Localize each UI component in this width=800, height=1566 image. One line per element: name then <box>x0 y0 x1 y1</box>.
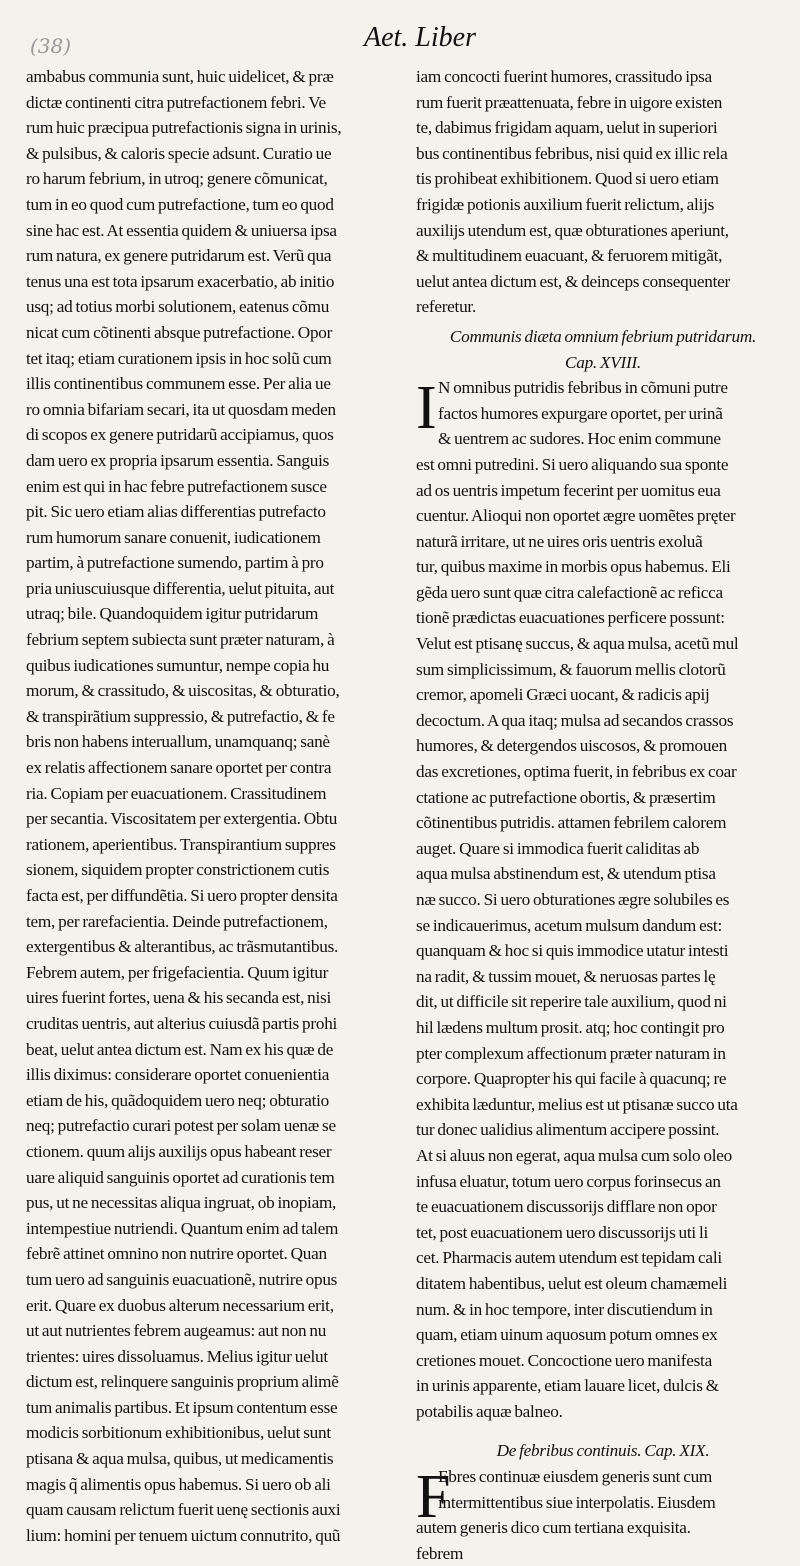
text-line: quam causam relictum fuerit uenę sectionis auxi <box>26 1500 341 1520</box>
chapter-19-heading <box>416 1438 790 1464</box>
text-line: febrẽ attinet omnino non nutrire oportet. Quan <box>26 1244 327 1264</box>
chapter-19-dropcap: F <box>416 1463 451 1532</box>
text-line: frigidæ potionis auxilium fuerit relictum, alijs <box>416 194 715 214</box>
text-line: tet, post euacuationem uero discussorijs uti li <box>416 1222 709 1242</box>
text-line: tur, quibus maxime in morbis opus habemus. Eli <box>416 557 731 577</box>
text-line: pria uniuscuiusque differentia, uelut pituita, aut <box>26 578 335 598</box>
text-line: cuentur. Alioqui non oportet ægre uomẽtes pręter <box>416 506 736 526</box>
chapter-18-title: Communis diæta omnium febrium putridarum. <box>449 326 757 346</box>
text-line: na radit, & tussim mouet, & neruosas partes lę <box>416 966 716 986</box>
text-line: pter complexum affectionum præter naturam in <box>416 1043 726 1063</box>
text-line: ro omnia bifariam secari, ita ut quosdam meden <box>26 399 336 419</box>
text-line: rum huic præcipua putrefactionis signa in urinis, <box>26 118 342 138</box>
text-line: rationem, aperientibus. Transpirantium suppres <box>26 834 336 854</box>
text-line: quanquam & hoc si quis immodice utatur intesti <box>416 941 729 961</box>
text-line: nicat cum cõtinenti absque putrefactione. Opor <box>26 322 333 342</box>
text-line: uires fuerint fortes, uena & his secanda est, nisi <box>26 988 332 1008</box>
text-line: cretiones mouet. Concoctione uero manifesta <box>416 1350 712 1370</box>
text-line: tionẽ prædictas euacuationes perficere possunt: <box>416 608 725 628</box>
text-line: pus, ut ne necessitas aliqua ingruat, ob inopiam, <box>26 1193 337 1213</box>
chapter-19-number: Cap. XIX. <box>644 1441 710 1461</box>
text-line: At si aluus non egerat, aqua mulsa cum solo oleo <box>416 1145 732 1165</box>
text-line: sine hac est. At essentia quidem & uniuersa ipsa <box>26 220 337 240</box>
text-line: Velut est ptisanę succus, & aqua mulsa, acetũ mul <box>416 634 739 654</box>
text-line: decoctum. A qua itaq; mulsa ad secandos crassos <box>416 710 734 730</box>
text-line: ro harum febrium, in utroq; genere cõmunicat, <box>26 169 328 189</box>
text-line: enim est qui in hac febre putrefactionem susce <box>26 476 327 496</box>
text-line: auxilijs utendum est, quæ obturationes aperiunt, <box>416 220 729 240</box>
text-line: num. & in hoc tempore, inter discutiendum in <box>416 1299 713 1319</box>
text-line: intermittentibus siue interpolatis. Eiusdem <box>438 1492 716 1512</box>
text-line: beat, uelut antea dictum est. Nam ex his quæ de <box>26 1039 334 1059</box>
text-line: cet. Pharmacis autem utendum est tepidam cali <box>416 1248 722 1268</box>
text-line: tum animalis partibus. Et ipsum contentum esse <box>26 1397 338 1417</box>
text-line: ctionem. quum alijs auxilijs opus habeant reser <box>26 1141 332 1161</box>
text-line: tis prohibeat exhibitionem. Quod si uero etiam <box>416 169 719 189</box>
text-line: infusa eluatur, totum uero corpus forinsecus an <box>416 1171 721 1191</box>
text-line: ut aut nutrientes febrem augeamus: aut non nu <box>26 1321 327 1341</box>
text-line: sionem, siquidem propter constrictionem cutis <box>26 860 330 880</box>
chapter-18-text <box>416 375 790 1424</box>
text-line: dit, ut difficile sit reperire tale auxilium, quod ni <box>416 992 727 1012</box>
text-line: partim, à putrefactione sumendo, partim à pro <box>26 553 324 573</box>
text-line: corpore. Quapropter his qui facile à quacunq; re <box>416 1069 727 1089</box>
text-line: erit. Quare ex duobus alterum necessarium erit, <box>26 1295 334 1315</box>
text-line: febrium septem subiecta sunt præter naturam, à <box>26 630 335 650</box>
right-intro-text <box>416 64 790 320</box>
text-line: ditatem habentibus, uelut est oleum chamæmeli <box>416 1273 728 1293</box>
text-line: cruditas uentris, aut alterius cuiusdã partis prohi <box>26 1013 338 1033</box>
text-line: tem, per rarefacientia. Deinde putrefactionem, <box>26 911 328 931</box>
text-line: intempestiue nutriendi. Quantum enim ad talem <box>26 1218 339 1238</box>
text-line: ad os uentris impetum fecerint per uomitus eua <box>416 480 721 500</box>
text-line: tum uero ad sanguinis euacuationẽ, nutrire opus <box>26 1269 338 1289</box>
text-line: referetur. <box>416 297 476 317</box>
text-line: cremor, apomeli Græci uocant, & radicis apij <box>416 685 710 705</box>
running-head: Aet. Liber <box>364 22 476 53</box>
page-number: (38) <box>30 34 72 58</box>
chapter-18-heading <box>416 324 790 350</box>
right-column <box>416 64 790 1566</box>
text-line: rum humorum sanare conuenit, iudicationem <box>26 527 321 547</box>
text-line: neq; putrefactio curari potest per solam uenæ se <box>26 1116 336 1136</box>
text-line: ex relatis affectionem sanare oportet per contra <box>26 758 332 778</box>
text-line: auget. Quare si immodica fuerit caliditas ab <box>416 838 700 858</box>
text-line: tenus una est tota ipsarum exacerbatio, ab initio <box>26 271 335 291</box>
text-line: gẽda uero sunt quæ citra calefactionẽ ac reficca <box>416 582 723 602</box>
text-line: naturã irritare, ut ne uires oris uentris exoluã <box>416 531 703 551</box>
text-line: uelut antea dictum est, & deinceps consequenter <box>416 271 730 291</box>
text-line: morum, & crassitudo, & uiscositas, & obturatio, <box>26 681 340 701</box>
text-line: uare aliquid sanguinis oportet ad curationis tem <box>26 1167 335 1187</box>
text-line: se indicauerimus, acetum mulsum dandum est: <box>416 915 722 935</box>
text-line: & transpirãtium suppressio, & putrefactio, & fe <box>26 706 335 726</box>
text-line: facta est, per diffundẽtia. Si uero propter densita <box>26 886 338 905</box>
text-line: dictum est, relinquere sanguinis proprium alimẽ <box>26 1372 339 1392</box>
text-line: rum fuerit præattenuata, febre in uigore existen <box>416 92 723 112</box>
text-line: tum in eo quod cum putrefactione, tum eo quod <box>26 194 334 214</box>
text-line: tet itaq; etiam curationem ipsis in hoc solũ cum <box>26 348 332 368</box>
text-line: te, dabimus frigidam aquam, uelut in superiori <box>416 118 718 138</box>
text-line: modicis sorbitionum exhibitionibus, uelut sunt <box>26 1423 331 1443</box>
text-line: exhibita læduntur, melius est ut ptisanæ succo uta <box>416 1094 738 1114</box>
text-line: iam concocti fuerint humores, crassitudo ipsa <box>416 67 712 86</box>
text-line: bris non habens interuallum, unamquanq; sanè <box>26 732 330 752</box>
text-line: utraq; bile. Quandoquidem igitur putridarum <box>26 604 319 624</box>
text-line: sum simplicissimum, & fauorum mellis clotorũ <box>416 659 726 679</box>
text-line: per secantia. Viscositatem per extergentia. Obtu <box>26 809 338 829</box>
text-line: ctatione ac putrefactione obortis, & præsertim <box>416 787 716 807</box>
chapter-18-dropcap: I <box>416 374 437 443</box>
text-line: usq; ad totius morbi solutionem, eatenus cõmu <box>26 297 330 317</box>
text-line: quibus iudicationes sumuntur, nempe copia hu <box>26 655 330 675</box>
text-line: Febrem autem, per frigefacientia. Quum igitur <box>26 962 329 982</box>
chapter-18-body <box>416 375 790 1424</box>
text-line: te euacuationem discussorijs difflare non opor <box>416 1197 717 1217</box>
text-line: aqua mulsa abstinendum est, & utendum ptisa <box>416 864 716 884</box>
text-line: Ebres continuæ eiusdem generis sunt cum <box>438 1467 713 1487</box>
text-line: bus continentibus febribus, nisi quid ex illic rela <box>416 143 728 163</box>
chapter-18-number: Cap. XVIII. <box>565 352 641 372</box>
text-line: humores, & detergendos uiscosos, & promouen <box>416 736 727 756</box>
text-line: ria. Copiam per euacuationem. Crassitudinem <box>26 783 327 803</box>
text-line: lium: homini per tenuem uictum connutrito, quũ <box>26 1525 341 1545</box>
text-line: tur donec ualidius alimentum accipere possint. <box>416 1120 720 1140</box>
text-line: ambabus communia sunt, huic uidelicet, & præ <box>26 67 334 86</box>
text-line: etiam de his, quãdoquidem uero neq; obturatio <box>26 1090 330 1110</box>
text-line: in urinis apparente, etiam lauare licet, dulcis & <box>416 1376 719 1396</box>
text-line: pit. Sic uero etiam alias differentias putrefacto <box>26 502 326 522</box>
text-line: quam, etiam uinum aquosum potum omnes ex <box>416 1325 718 1345</box>
text-line: & pulsibus, & caloris specie adsunt. Curatio ue <box>26 143 332 163</box>
text-line: di scopos ex genere putridarũ accipiamus, quos <box>26 425 334 445</box>
text-line: das excretiones, optima fuerit, in febribus ex coar <box>416 762 737 782</box>
text-line: magis q̃ alimentis opus habemus. Si uero ob ali <box>26 1474 331 1494</box>
left-column <box>26 64 400 1548</box>
text-line: rum natura, ex genere putridarum est. Verũ qua <box>26 246 332 266</box>
text-line: & uentrem ac sudores. Hoc enim commune <box>438 429 721 449</box>
text-line: est omni putredini. Si uero aliquando sua sponte <box>416 454 729 474</box>
text-line: factos humores expurgare oportet, per urinã <box>438 403 723 423</box>
text-line: trientes: uires dissoluamus. Melius igitur uelut <box>26 1346 328 1366</box>
text-line: illis continentibus communem esse. Per alia ue <box>26 374 331 394</box>
text-line: illis diximus: considerare oportet conuenientia <box>26 1065 330 1085</box>
chapter-19-title: De febribus continuis. <box>496 1441 642 1461</box>
chapter-19-body <box>416 1464 790 1566</box>
text-line: & multitudinem euacuant, & feruorem mitigãt, <box>416 246 723 266</box>
text-line: extergentibus & alterantibus, ac trãsmutantibus. <box>26 937 339 957</box>
text-line: autem generis dico cum tertiana exquisita. <box>416 1518 691 1538</box>
chapter-19-text <box>416 1464 790 1566</box>
text-line: potabilis aquæ balneo. <box>416 1401 563 1421</box>
text-line: hil lædens multum prosit. atq; hoc contingit pro <box>416 1017 725 1037</box>
text-line: dam uero ex propria ipsarum essentia. Sanguis <box>26 450 330 470</box>
text-line: næ succo. Si uero obturationes ægre solubiles es <box>416 890 730 909</box>
text-line: N omnibus putridis febribus in cõmuni putre <box>438 378 728 398</box>
text-line: ptisana & aqua mulsa, quibus, ut medicamentis <box>26 1449 334 1469</box>
text-line: dictæ continenti citra putrefactionem febri. Ve <box>26 92 326 112</box>
text-line: febrem <box>416 1543 464 1563</box>
text-line: cõtinentibus putridis. attamen febrilem calorem <box>416 813 727 833</box>
